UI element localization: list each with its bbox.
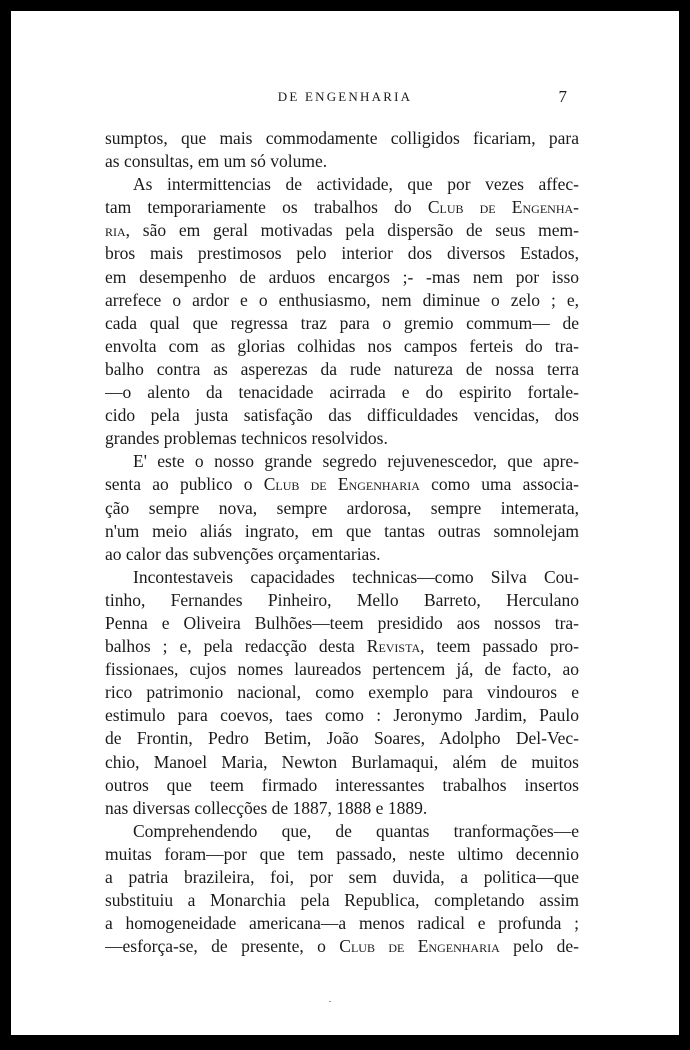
book-page bbox=[11, 11, 679, 1035]
running-head-title: DE ENGENHARIA bbox=[277, 89, 413, 104]
text-line: muitas foram—por que tem passado, neste ultimo decennio bbox=[105, 843, 579, 864]
paragraph-2 bbox=[105, 173, 579, 450]
text-line: cido pela justa satisfação das difficuldades vencidas, dos bbox=[105, 405, 579, 426]
text-line: tam temporariamente os trabalhos do Club de Engenha- bbox=[105, 197, 579, 218]
text-line: Penna e Oliveira Bulhões—teem presidido aos nossos tra- bbox=[105, 612, 579, 633]
text-line: grandes problemas technicos resolvidos. bbox=[105, 428, 388, 449]
text-line: bros mais prestimosos pelo interior dos diversos Estados, bbox=[105, 243, 579, 264]
text-line: Incontestaveis capacidades technicas—como Silva Cou- bbox=[133, 566, 579, 587]
text-line: outros que teem firmado interessantes trabalhos insertos bbox=[105, 774, 579, 795]
running-head bbox=[11, 87, 679, 109]
text-line: senta ao publico o Club de Engenharia como uma associa- bbox=[105, 474, 579, 495]
page-number: 7 bbox=[558, 87, 567, 106]
paragraph-4 bbox=[105, 566, 579, 820]
paragraph-3 bbox=[105, 450, 579, 565]
text-line: as consultas, em um só volume. bbox=[105, 151, 328, 172]
text-line: n'um meio aliás ingrato, em que tantas outras somnolejam bbox=[105, 520, 579, 541]
text-line: arrefece o ardor e o enthusiasmo, nem diminue o zelo ; e, bbox=[105, 289, 579, 310]
text-line: nas diversas collecções de 1887, 1888 e 1889. bbox=[105, 797, 428, 818]
text-line: —o alento da tenacidade acirrada e do espirito fortale- bbox=[105, 382, 579, 403]
text-line: a homogeneidade americana—a menos radical e profunda ; bbox=[105, 913, 579, 934]
text-line: chio, Manoel Maria, Newton Burlamaqui, além de muitos bbox=[105, 751, 579, 772]
text-line: estimulo para coevos, taes como : Jeronymo Jardim, Paulo bbox=[105, 705, 579, 726]
paragraph-1 bbox=[105, 127, 579, 173]
text-line: em desempenho de arduos encargos ;- -mas nem por isso bbox=[105, 266, 579, 287]
text-line: envolta com as glorias colhidas nos campos ferteis do tra- bbox=[105, 335, 579, 356]
text-line: fissionaes, cujos nomes laureados pertencem já, de facto, ao bbox=[105, 659, 579, 680]
text-line: ria, são em geral motivadas pela dispersão de seus mem- bbox=[105, 220, 579, 241]
text-line: cada qual que regressa traz para o gremio commum— de bbox=[105, 312, 579, 333]
text-line: rico patrimonio nacional, como exemplo para vindouros e bbox=[105, 682, 579, 703]
text-line: de Frontin, Pedro Betim, João Soares, Adolpho Del-Vec- bbox=[105, 728, 579, 749]
text-line: balhos ; e, pela redacção desta Revista, teem passado pro- bbox=[105, 636, 579, 657]
text-line: tinho, Fernandes Pinheiro, Mello Barreto, Herculano bbox=[105, 589, 579, 610]
text-line: As intermittencias de actividade, que por vezes affec- bbox=[133, 174, 579, 195]
text-line: substituiu a Monarchia pela Republica, completando assim bbox=[105, 890, 579, 911]
text-line: E' este o nosso grande segredo rejuvenescedor, que apre- bbox=[133, 451, 579, 472]
page-speck bbox=[329, 1001, 331, 1002]
body-text bbox=[105, 127, 579, 958]
paragraph-5 bbox=[105, 820, 579, 959]
text-line: ção sempre nova, sempre ardorosa, sempre intemerata, bbox=[105, 497, 579, 518]
text-line: ao calor das subvenções orçamentarias. bbox=[105, 543, 381, 564]
text-line: balho contra as asperezas da rude natureza de nossa terra bbox=[105, 358, 579, 379]
text-line: —esforça-se, de presente, o Club de Engenharia pelo de- bbox=[105, 936, 579, 957]
text-line: Comprehendendo que, de quantas tranformações—e bbox=[133, 820, 579, 841]
text-line: a patria brazileira, foi, por sem duvida, a politica—que bbox=[105, 867, 579, 887]
text-line: sumptos, que mais commodamente colligidos ficariam, para bbox=[105, 128, 579, 148]
